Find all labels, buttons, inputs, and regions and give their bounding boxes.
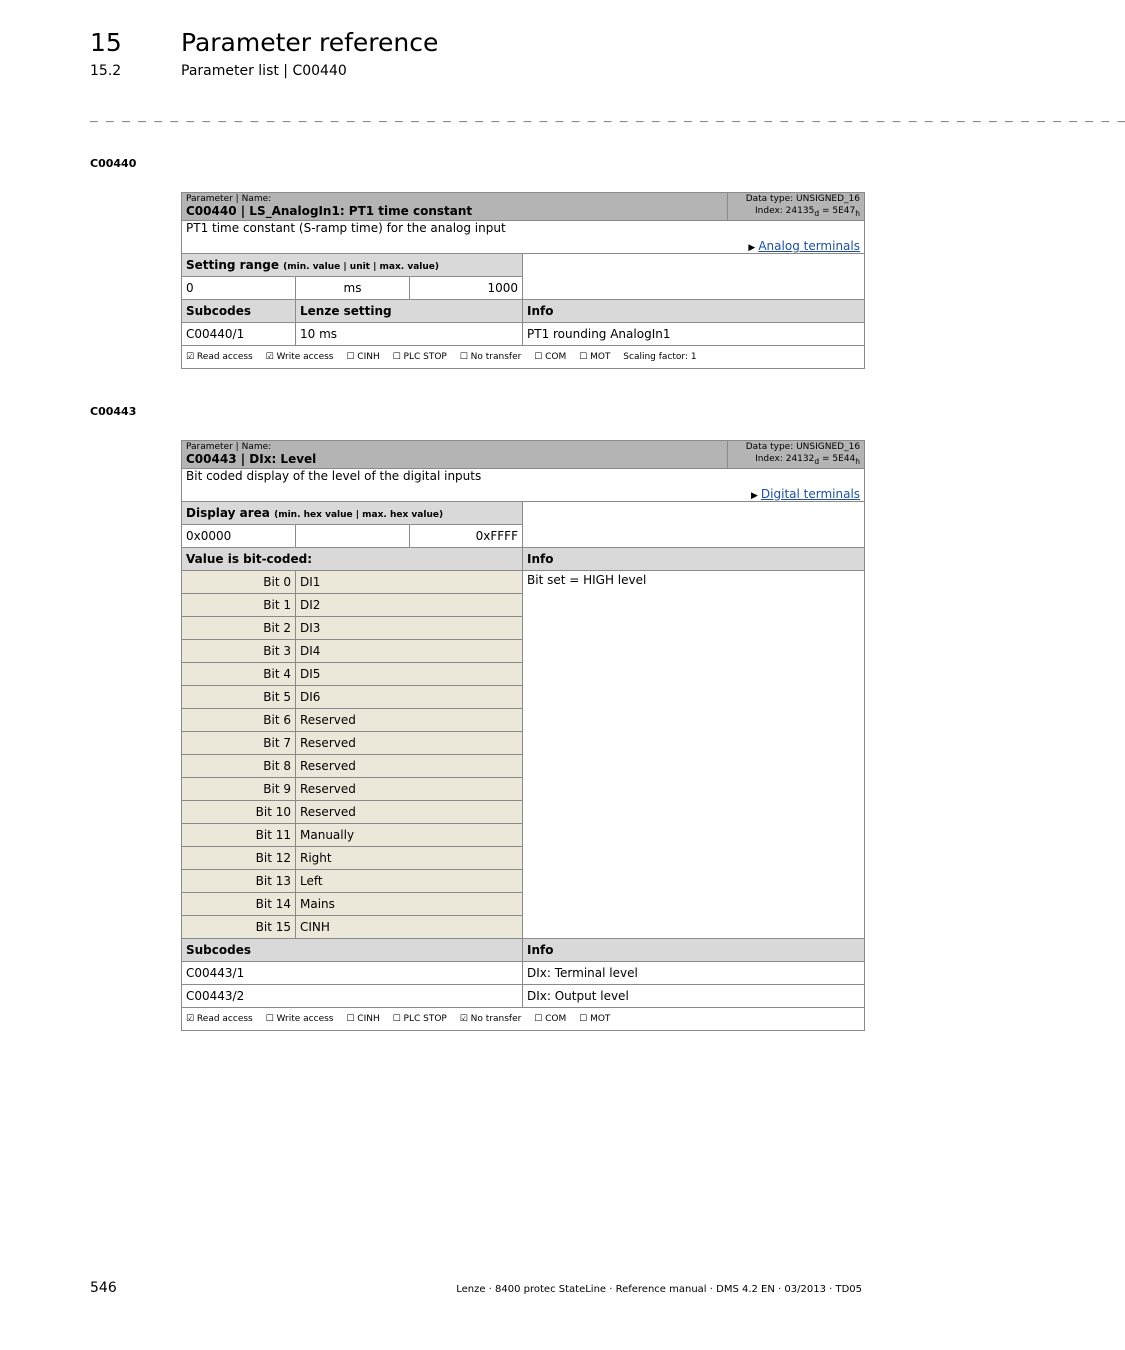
flag-read-access: ☑ Read access — [186, 1013, 253, 1024]
bit-number: Bit 6 — [182, 708, 296, 731]
bit-name: DI5 — [296, 662, 523, 685]
flag-no-transfer: ☑ No transfer — [459, 1013, 522, 1024]
bit-number: Bit 2 — [182, 616, 296, 639]
index: Index: $24132_d = 5E44_h$ — [755, 454, 861, 466]
subcodes-header: Subcodes — [182, 299, 296, 322]
bit-name: Reserved — [296, 708, 523, 731]
data-type-cell — [728, 193, 865, 221]
access-flags — [182, 1007, 865, 1030]
bit-name: Reserved — [296, 754, 523, 777]
parameter-name-cell — [182, 193, 728, 221]
bit-number: Bit 15 — [182, 915, 296, 938]
empty-cell — [523, 253, 865, 299]
bit-number: Bit 9 — [182, 777, 296, 800]
bit-coded-header: Value is bit-coded: — [182, 547, 523, 570]
data-type-cell — [728, 441, 865, 469]
flag-cinh: ☐ CINH — [346, 1013, 380, 1024]
subcode: C00443/2 — [182, 984, 523, 1007]
lenze-setting-header: Lenze setting — [296, 299, 523, 322]
scaling-factor: Scaling factor: 1 — [623, 351, 697, 362]
parameter-heading-c00443: C00443 — [90, 405, 137, 418]
bit-name: Right — [296, 846, 523, 869]
triangle-right-icon: ▶ — [748, 242, 756, 253]
chapter-number: 15 — [90, 28, 122, 57]
bit-name: DI4 — [296, 639, 523, 662]
flag-plc-stop: ☐ PLC STOP — [392, 1013, 447, 1024]
display-area-header: Display area (min. hex value | max. hex value) — [182, 501, 523, 524]
parameter-label: Parameter | Name: — [186, 194, 272, 205]
parameter-name: C00443 | DIx: Level — [186, 452, 317, 467]
info-header: Info — [523, 938, 865, 961]
info-header: Info — [523, 299, 865, 322]
range-empty — [296, 524, 410, 547]
parameter-label: Parameter | Name: — [186, 442, 272, 453]
parameter-heading-c00440: C00440 — [90, 157, 137, 170]
bit-name: Reserved — [296, 800, 523, 823]
subcode-info: DIx: Terminal level — [523, 961, 865, 984]
bit-number: Bit 4 — [182, 662, 296, 685]
parameter-table-c00443 — [181, 440, 865, 1031]
range-max: 0xFFFF — [410, 524, 523, 547]
digital-terminals-link[interactable]: Digital terminals — [760, 486, 861, 501]
data-type: Data type: UNSIGNED_16 — [745, 442, 861, 452]
flag-com: ☐ COM — [534, 351, 567, 362]
bit-number: Bit 7 — [182, 731, 296, 754]
bit-info: Bit set = HIGH level — [523, 570, 865, 938]
section-number: 15.2 — [90, 63, 122, 79]
flag-write-access: ☐ Write access — [265, 1013, 334, 1024]
info-header: Info — [523, 547, 865, 570]
separator-line: _ _ _ _ _ _ _ _ _ _ _ _ _ _ _ _ _ _ _ _ _ _ _ _ _ _ _ _ _ _ _ _ _ _ _ _ _ _ _ _ _ _ _ _ _ _ _ _ _ _ _ _ _ _ _ _ _ _ _ _ _ _ _ _ _ — [90, 108, 1125, 123]
subcodes-header: Subcodes — [182, 938, 523, 961]
bit-name: Manually — [296, 823, 523, 846]
bit-number: Bit 14 — [182, 892, 296, 915]
subcode-info: PT1 rounding AnalogIn1 — [523, 322, 865, 345]
description: PT1 time constant (S-ramp time) for the analog input — [186, 220, 506, 235]
range-unit: ms — [296, 276, 410, 299]
subcode: C00443/1 — [182, 961, 523, 984]
flag-mot: ☐ MOT — [579, 351, 611, 362]
bit-number: Bit 3 — [182, 639, 296, 662]
data-type: Data type: UNSIGNED_16 — [745, 194, 860, 204]
chapter-title: Parameter reference — [181, 28, 439, 57]
bit-name: Reserved — [296, 777, 523, 800]
flag-plc-stop: ☐ PLC STOP — [392, 351, 447, 362]
lenze-setting: 10 ms — [296, 322, 523, 345]
flag-mot: ☐ MOT — [579, 1013, 611, 1024]
bit-number: Bit 11 — [182, 823, 296, 846]
range-min: 0x0000 — [182, 524, 296, 547]
index: Index: $24135_d = 5E47_h$ — [755, 206, 860, 218]
empty-cell — [523, 501, 865, 547]
parameter-name: C00440 | LS_AnalogIn1: PT1 time constant — [186, 204, 473, 219]
triangle-right-icon: ▶ — [751, 490, 758, 501]
bit-number: Bit 1 — [182, 593, 296, 616]
section-title: Parameter list | C00440 — [181, 63, 347, 79]
bit-name: Left — [296, 869, 523, 892]
setting-range-header: Setting range (min. value | unit | max. value) — [182, 253, 523, 276]
parameter-table-c00440 — [181, 192, 865, 369]
flag-no-transfer: ☐ No transfer — [459, 351, 522, 362]
subcode-info: DIx: Output level — [523, 984, 865, 1007]
analog-terminals-link[interactable]: Analog terminals — [758, 238, 860, 253]
bit-number: Bit 12 — [182, 846, 296, 869]
bit-row — [182, 570, 865, 593]
flag-read-access: ☑ Read access — [186, 351, 253, 362]
bit-number: Bit 0 — [182, 570, 296, 593]
bit-number: Bit 13 — [182, 869, 296, 892]
bit-name: Reserved — [296, 731, 523, 754]
range-max: 1000 — [410, 276, 523, 299]
flag-write-access: ☑ Write access — [265, 351, 334, 362]
bit-name: DI2 — [296, 593, 523, 616]
access-flags — [182, 345, 865, 368]
bit-number: Bit 10 — [182, 800, 296, 823]
flag-cinh: ☐ CINH — [346, 351, 380, 362]
flag-com: ☐ COM — [534, 1013, 567, 1024]
description: Bit coded display of the level of the digital inputs — [186, 468, 482, 483]
bit-name: DI6 — [296, 685, 523, 708]
range-min: 0 — [182, 276, 296, 299]
description-cell — [182, 468, 865, 501]
description-cell — [182, 220, 865, 253]
bit-name: DI1 — [296, 570, 523, 593]
bit-name: Mains — [296, 892, 523, 915]
bit-number: Bit 5 — [182, 685, 296, 708]
document-info: Lenze · 8400 protec StateLine · Reference manual · DMS 4.2 EN · 03/2013 · TD05 — [456, 1284, 862, 1295]
parameter-name-cell — [182, 441, 728, 469]
subcode: C00440/1 — [182, 322, 296, 345]
bit-name: CINH — [296, 915, 523, 938]
bit-number: Bit 8 — [182, 754, 296, 777]
page-number: 546 — [90, 1280, 117, 1296]
bit-name: DI3 — [296, 616, 523, 639]
